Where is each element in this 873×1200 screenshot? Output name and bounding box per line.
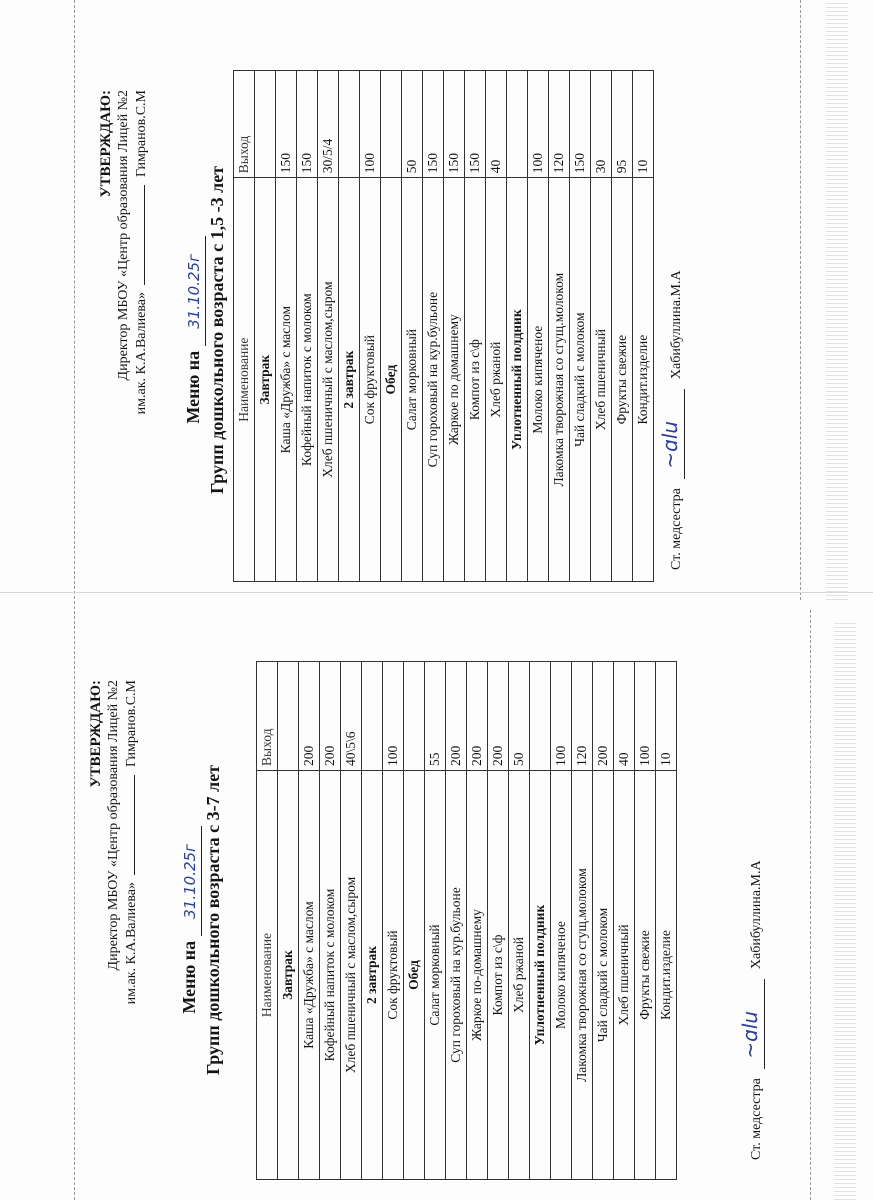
table-row [360,71,381,582]
dish-name: Компот из с\ф [488,771,509,1180]
table-row [444,71,465,582]
dish-name: Уплотненный полдник [530,771,551,1180]
approval-signature-blank [122,775,135,875]
approval-title: УТВЕРЖДАЮ: [98,90,114,198]
dish-output: 200 [320,662,341,771]
dish-name: Суп гороховый на кур.бульоне [446,771,467,1180]
dish-name: Жаркое по домашнему [444,178,465,582]
table-section-row [381,71,402,582]
dish-output: 150 [423,71,444,178]
dish-name: Суп гороховый на кур.бульоне [423,178,444,582]
dish-output: 150 [276,71,297,178]
table-row [488,662,509,1180]
dish-output: 40 [486,71,507,178]
table-row [614,662,635,1180]
dish-name: 2 завтрак [362,771,383,1180]
dish-output [381,71,402,178]
nurse-signature [740,860,765,1160]
dish-name: Хлеб пшеничный [614,771,635,1180]
menu-table-body [257,662,677,1180]
menu-title-prefix: Меню на [183,350,203,424]
menu-group-title: Групп дошкольного возраста с 3-7 лет [203,764,223,1076]
dish-name: Сок фруктовый [383,771,404,1180]
dish-name: Уплотненный полдник [507,178,528,582]
table-row [318,71,339,582]
dish-output: 200 [593,662,614,771]
table-row [633,71,654,582]
dish-output: 200 [446,662,467,771]
handwritten-signature: ~ɑlu [658,420,682,469]
table-row [551,662,572,1180]
dish-output [278,662,299,771]
menu-title-date-line [182,70,206,590]
dish-name: Хлеб ржаной [509,771,530,1180]
dish-output: 120 [572,662,593,771]
table-row [528,71,549,582]
column-header-output: Выход [257,662,278,771]
dish-output: 100 [635,662,656,771]
dish-name: Кондит.изделие [633,178,654,582]
table-row [549,71,570,582]
table-section-row [530,662,551,1180]
menu-title-date-line [178,660,202,1180]
approval-director-line: Директор МБОУ «Центр образования Лицей №2 [106,680,121,971]
menu-table [233,70,654,582]
dish-name: Хлеб пшеничный с маслом,сыром [318,178,339,582]
approval-director-name: Гимранов.С.М [124,680,139,768]
menu-title-prefix: Меню на [179,940,199,1014]
nurse-name: Хабибуллина.М.А [749,860,764,970]
table-row [276,71,297,582]
dish-output: 40 [614,662,635,771]
table-row [656,662,677,1180]
dish-output: 100 [383,662,404,771]
dish-output [530,662,551,771]
dish-output [339,71,360,178]
menu-group-title: Групп дошкольного возраста с 1,5 -3 лет [207,165,227,495]
table-section-row [278,662,299,1180]
dish-output: 200 [299,662,320,771]
table-row [593,662,614,1180]
approval-title: УТВЕРЖДАЮ: [88,680,104,788]
dish-output [255,71,276,178]
dish-name: Салат морковный [402,178,423,582]
table-row [612,71,633,582]
table-row [572,662,593,1180]
dish-output: 10 [656,662,677,771]
dish-name: Завтрак [278,771,299,1180]
dish-name: Сок фруктовый [360,178,381,582]
dish-name: Каша «Дружба» с маслом [276,178,297,582]
dish-output: 100 [551,662,572,771]
dish-output [507,71,528,178]
dish-name: Обед [404,771,425,1180]
table-row [297,71,318,582]
table-row [570,71,591,582]
table-section-row [255,71,276,582]
handwritten-date: 31.10.25г [179,826,202,936]
table-row [425,662,446,1180]
dish-name: Чай сладкий с молоком [593,771,614,1180]
dish-output: 10 [633,71,654,178]
table-section-row [507,71,528,582]
menu-sheet-preschool [80,660,840,1180]
menu-table [256,661,677,1180]
table-row [486,71,507,582]
dish-output: 55 [425,662,446,771]
dish-output: 30 [591,71,612,178]
dish-output: 150 [465,71,486,178]
table-row [320,662,341,1180]
dish-output: 50 [402,71,423,178]
dish-name: Обед [381,178,402,582]
approval-signature-line [122,680,140,1180]
dish-name: Завтрак [255,178,276,582]
dish-output: 200 [488,662,509,771]
dish-name: Салат морковный [425,771,446,1180]
nurse-signature-line [660,389,685,479]
column-header-name: Наименование [257,771,278,1180]
approval-school-name: им.ак. К.А.Валиева» [134,292,149,415]
dish-output: 30/5/4 [318,71,339,178]
dish-output: 150 [444,71,465,178]
dish-output: 50 [509,662,530,771]
table-row [383,662,404,1180]
table-section-row [339,71,360,582]
approval-block [98,90,150,590]
approval-signature-line [132,90,150,590]
table-row [465,71,486,582]
table-row [467,662,488,1180]
dish-name: Каша «Дружба» с маслом [299,771,320,1180]
column-header-output: Выход [234,71,255,178]
table-row [591,71,612,582]
dish-name: 2 завтрак [339,178,360,582]
dish-name: Фрукты свежие [635,771,656,1180]
dish-output: 100 [528,71,549,178]
approval-director-name: Гимранов.С.М [134,90,149,178]
dish-name: Кондит.изделие [656,771,677,1180]
menu-title [178,660,224,1180]
nurse-role: Ст. медсестра [749,1078,764,1160]
table-header-row [234,71,255,582]
menu-title [182,70,228,590]
dish-name: Молоко кипяченое [551,771,572,1180]
approval-director-line: Директор МБОУ «Центр образования Лицей №2 [116,90,131,381]
nurse-signature [660,270,685,570]
table-row [446,662,467,1180]
dish-output: 200 [467,662,488,771]
approval-signature-blank [132,185,145,285]
column-header-name: Наименование [234,178,255,582]
table-header-row [257,662,278,1180]
menu-table-body [234,71,654,582]
scan-dashed-line-left [74,0,75,1200]
dish-name: Лакомка творожная со сгущ.молоком [549,178,570,582]
table-row [509,662,530,1180]
dish-output: 100 [360,71,381,178]
dish-output: 40\5\6 [341,662,362,771]
table-section-row [404,662,425,1180]
nurse-role: Ст. медсестра [669,488,684,570]
dish-output [404,662,425,771]
table-row [299,662,320,1180]
dish-name: Компот из с\ф [465,178,486,582]
approval-school-name: им.ак. К.А.Валиева» [124,882,139,1005]
table-row [341,662,362,1180]
page-fold-line [0,592,873,593]
nurse-name: Хабибуллина.М.А [669,270,684,380]
dish-name: Лакомка творожная со сгущ.молоком [572,771,593,1180]
nurse-signature-line [740,979,765,1069]
handwritten-date: 31.10.25г [183,236,206,346]
dish-name: Молоко кипяченое [528,178,549,582]
approval-block [88,680,140,1180]
dish-output: 120 [549,71,570,178]
table-row [423,71,444,582]
dish-output [362,662,383,771]
dish-output: 150 [570,71,591,178]
table-row [402,71,423,582]
dish-name: Хлеб пшеничный с маслом,сыром [341,771,362,1180]
dish-name: Кофейный напиток с молоком [297,178,318,582]
dish-name: Чай сладкий с молоком [570,178,591,582]
dish-name: Хлеб пшеничный [591,178,612,582]
table-section-row [362,662,383,1180]
dish-output: 95 [612,71,633,178]
dish-output: 150 [297,71,318,178]
handwritten-signature: ~ɑlu [738,1010,762,1059]
dish-name: Кофейный напиток с молоком [320,771,341,1180]
dish-name: Хлеб ржаной [486,178,507,582]
dish-name: Фрукты свежие [612,178,633,582]
menu-sheet-toddlers [90,70,850,590]
dish-name: Жаркое по-домашнему [467,771,488,1180]
table-row [635,662,656,1180]
